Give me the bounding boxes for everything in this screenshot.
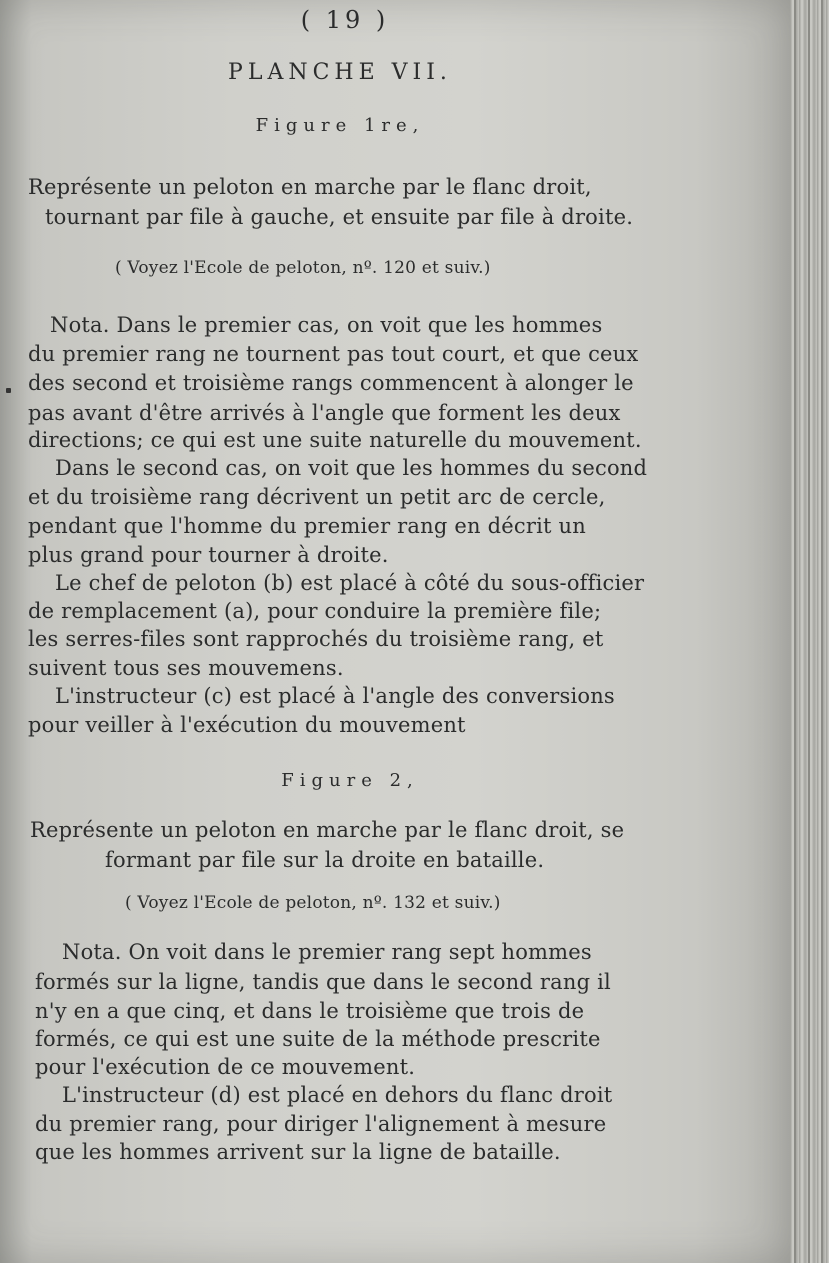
nota-line: et du troisième rang décrivent un petit arc de cercle, [28, 485, 606, 509]
page-edge-line [821, 0, 823, 1263]
nota-line: pour l'exécution de ce mouvement. [35, 1055, 416, 1079]
nota-line: Nota. On voit dans le premier rang sept hommes [62, 940, 592, 964]
figure-1-line: tournant par file à gauche, et ensuite par file à droite. [45, 205, 634, 229]
nota-line: formés, ce qui est une suite de la méthode prescrite [35, 1027, 601, 1051]
nota-line: n'y en a que cinq, et dans le troisième que trois de [35, 999, 585, 1023]
nota-line: directions; ce qui est une suite naturelle du mouvement. [28, 428, 642, 452]
figure-2-line: Représente un peloton en marche par le flanc droit, se [30, 818, 625, 842]
nota-line: du premier rang, pour diriger l'alignement à mesure [35, 1112, 607, 1136]
nota-line: plus grand pour tourner à droite. [28, 543, 389, 567]
figure-2-label: Figure 2, [281, 770, 419, 791]
nota-line: pendant que l'homme du premier rang en décrit un [28, 514, 586, 538]
nota-line: formés sur la ligne, tandis que dans le second rang il [35, 970, 611, 994]
page-number: ( 19 ) [300, 6, 390, 34]
figure-1-label: Figure 1re, [255, 115, 425, 136]
figure-2-line: formant par file sur la droite en bataille. [105, 848, 545, 872]
nota-line: de remplacement (a), pour conduire la première file; [28, 599, 602, 623]
figure-1-line: Représente un peloton en marche par le flanc droit, [28, 175, 592, 199]
nota-line: du premier rang ne tournent pas tout court, et que ceux [28, 342, 639, 366]
page-edge-line [808, 0, 810, 1263]
nota-line: L'instructeur (d) est placé en dehors du flanc droit [62, 1083, 613, 1107]
nota-line: L'instructeur (c) est placé à l'angle des conversions [55, 684, 615, 708]
nota-line: pour veiller à l'exécution du mouvement [28, 713, 466, 737]
figure-2-reference: ( Voyez l'Ecole de peloton, nº. 132 et suiv.) [125, 893, 501, 913]
nota-line: que les hommes arrivent sur la ligne de bataille. [35, 1140, 561, 1164]
plate-heading: PLANCHE VII. [228, 60, 452, 85]
nota-line: les serres-files sont rapprochés du troisième rang, et [28, 627, 604, 651]
nota-line: Nota. Dans le premier cas, on voit que les hommes [50, 313, 603, 337]
page-edge-line [794, 0, 796, 1263]
figure-1-reference: ( Voyez l'Ecole de peloton, nº. 120 et suiv.) [115, 258, 491, 278]
nota-line: pas avant d'être arrivés à l'angle que forment les deux [28, 401, 621, 425]
nota-line: des second et troisième rangs commencent à alonger le [28, 371, 634, 395]
page-stack-edge [790, 0, 829, 1263]
nota-line: Le chef de peloton (b) est placé à côté du sous-officier [55, 571, 645, 595]
nota-line: suivent tous ses mouvemens. [28, 656, 344, 680]
margin-mark [6, 388, 11, 393]
nota-line: Dans le second cas, on voit que les hommes du second [55, 456, 648, 480]
